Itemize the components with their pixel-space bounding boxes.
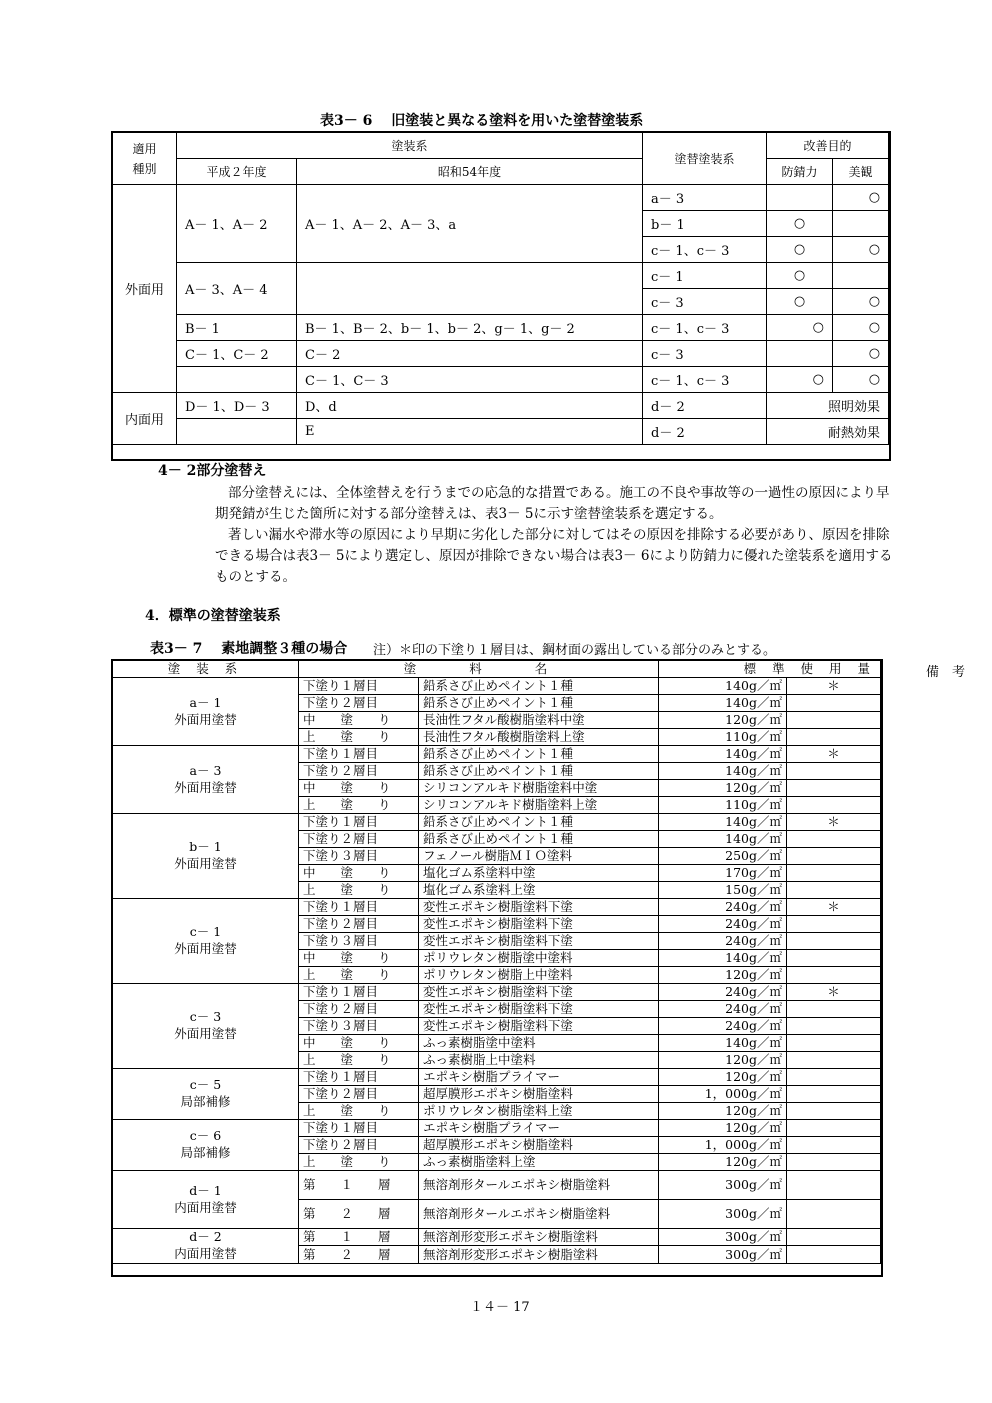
- amount: 120g／㎡: [659, 1103, 787, 1120]
- paint-name: 鉛系さび止めペイント１種: [419, 763, 659, 780]
- amount: 150g／㎡: [659, 882, 787, 899]
- circle-mark: ○: [767, 315, 833, 341]
- system-code: d－ 2: [189, 1229, 222, 1244]
- h-s54: 昭和54年度: [297, 159, 643, 185]
- amount: 110g／㎡: [659, 797, 787, 814]
- remark: [787, 780, 881, 797]
- group-cell: [113, 1229, 299, 1264]
- layer: 上 塗 り: [299, 1103, 419, 1120]
- system-use: 外面用塗替: [174, 1026, 237, 1041]
- system-code: c－ 3: [189, 1009, 222, 1025]
- h7-remark: 備 考: [926, 665, 966, 680]
- cell: E: [297, 419, 643, 445]
- layer: 下塗り２層目: [299, 1086, 419, 1103]
- amount: 140g／㎡: [659, 695, 787, 712]
- system-code: a－ 1: [189, 694, 222, 710]
- system-use: 外面用塗替: [174, 941, 237, 956]
- table-row: [113, 814, 881, 831]
- cell: a－ 3: [643, 185, 767, 211]
- group-outer: 外面用: [113, 185, 177, 393]
- paint-name: エポキシ樹脂プライマー: [419, 1069, 659, 1086]
- amount: 120g／㎡: [659, 712, 787, 729]
- h-beauty: 美観: [833, 159, 889, 185]
- remark: ＊: [787, 814, 881, 831]
- circle-mark: ○: [767, 263, 833, 289]
- system-code: c－ 5: [189, 1077, 222, 1093]
- h-rust: 防錆力: [767, 159, 833, 185]
- paint-name: 無溶剤形変形エポキシ樹脂塗料: [419, 1229, 659, 1246]
- amount: 120g／㎡: [659, 1069, 787, 1086]
- group-cell: [113, 1120, 299, 1171]
- layer: 下塗り１層目: [299, 1069, 419, 1086]
- layer: 中 塗 り: [299, 865, 419, 882]
- layer: 中 塗 り: [299, 1035, 419, 1052]
- layer: 下塗り１層目: [299, 984, 419, 1001]
- layer: 上 塗 り: [299, 797, 419, 814]
- paint-name: フェノール樹脂ＭＩＯ塗料: [419, 848, 659, 865]
- circle-mark: ○: [833, 341, 889, 367]
- system-use: 局部補修: [180, 1145, 231, 1160]
- remark: [787, 1137, 881, 1154]
- circle-mark: ○: [767, 211, 833, 237]
- layer: 下塗り３層目: [299, 848, 419, 865]
- paint-name: 超厚膜形エポキシ樹脂塗料: [419, 1086, 659, 1103]
- layer: 下塗り２層目: [299, 831, 419, 848]
- remark: [787, 1154, 881, 1171]
- amount: 170g／㎡: [659, 865, 787, 882]
- amount: 120g／㎡: [659, 1052, 787, 1069]
- paint-name: 鉛系さび止めペイント１種: [419, 678, 659, 695]
- cell: C－ 2: [297, 341, 643, 367]
- h7-amount: 標 準 使 用 量: [659, 661, 881, 678]
- layer: 上 塗 り: [299, 967, 419, 984]
- remark: [787, 1001, 881, 1018]
- system-use: 外面用塗替: [174, 856, 237, 871]
- h-system: 塗装系: [177, 133, 643, 159]
- remark: [787, 1086, 881, 1103]
- remark: [787, 1069, 881, 1086]
- paint-name: エポキシ樹脂プライマー: [419, 1120, 659, 1137]
- circle-mark: ○: [833, 289, 889, 315]
- paint-name: 鉛系さび止めペイント１種: [419, 746, 659, 763]
- layer: 下塗り２層目: [299, 916, 419, 933]
- layer: 下塗り３層目: [299, 1018, 419, 1035]
- amount: 300g／㎡: [659, 1171, 787, 1200]
- remark: [787, 916, 881, 933]
- remark: [787, 1052, 881, 1069]
- paint-name: 鉛系さび止めペイント１種: [419, 695, 659, 712]
- h7-system: 塗 装 系: [113, 661, 299, 678]
- remark: ＊: [787, 678, 881, 695]
- layer: 下塗り１層目: [299, 678, 419, 695]
- cell: c－ 1、c－ 3: [643, 367, 767, 393]
- system-use: 局部補修: [180, 1094, 231, 1109]
- system-code: b－ 1: [189, 839, 222, 855]
- system-code: c－ 6: [189, 1128, 222, 1144]
- remark: ＊: [787, 899, 881, 916]
- remark: [787, 712, 881, 729]
- cell: C－ 1、C－ 2: [177, 341, 297, 367]
- remark: [787, 763, 881, 780]
- amount: 300g／㎡: [659, 1229, 787, 1246]
- amount: 110g／㎡: [659, 729, 787, 746]
- page-number: １４－ 17: [470, 1300, 530, 1315]
- amount: 140g／㎡: [659, 763, 787, 780]
- cell: b－ 1: [643, 211, 767, 237]
- layer: 中 塗 り: [299, 712, 419, 729]
- cell: d－ 2: [643, 393, 767, 419]
- section-4-2-p1: 部分塗替えには、全体塗替えを行うまでの応急的な措置である。施工の不良や事故等の一過性の原因により早期発錆が生じた箇所に対する部分塗替えは、表3－ 5に示す塗替塗装系を選定する。: [215, 485, 890, 522]
- cell: A－ 3、A－ 4: [177, 263, 297, 315]
- amount: 240g／㎡: [659, 1018, 787, 1035]
- amount: 140g／㎡: [659, 950, 787, 967]
- paint-name: ふっ素樹脂上中塗料: [419, 1052, 659, 1069]
- cell: c－ 1、c－ 3: [643, 237, 767, 263]
- layer: 上 塗 り: [299, 729, 419, 746]
- group-cell: [113, 899, 299, 984]
- amount: 120g／㎡: [659, 780, 787, 797]
- amount: 240g／㎡: [659, 933, 787, 950]
- amount: 250g／㎡: [659, 848, 787, 865]
- paint-name: 塩化ゴム系塗料上塗: [419, 882, 659, 899]
- cell: B－ 1: [177, 315, 297, 341]
- circle-mark: ○: [833, 367, 889, 393]
- system-use: 内面用塗替: [174, 1199, 237, 1215]
- remark: [787, 967, 881, 984]
- cell: c－ 1: [643, 263, 767, 289]
- paint-name: ポリウレタン樹脂上中塗料: [419, 967, 659, 984]
- layer: 上 塗 り: [299, 882, 419, 899]
- amount: 120g／㎡: [659, 1154, 787, 1171]
- system-code: a－ 3: [189, 762, 222, 778]
- layer: 第 ２ 層: [299, 1246, 419, 1263]
- amount: 300g／㎡: [659, 1200, 787, 1229]
- table7-note: 注）＊印の下塗り１層目は、鋼材面の露出している部分のみとする。: [373, 643, 777, 658]
- amount: 240g／㎡: [659, 916, 787, 933]
- paint-name: ふっ素樹脂塗料上塗: [419, 1154, 659, 1171]
- cell: c－ 3: [643, 341, 767, 367]
- cell: A－ 1、A－ 2: [177, 185, 297, 263]
- system-use: 外面用塗替: [174, 711, 237, 727]
- section-4-2-heading: 4－ 2部分塗替え: [158, 463, 267, 479]
- table-row: [113, 899, 881, 916]
- layer: 下塗り２層目: [299, 695, 419, 712]
- circle-mark: ○: [833, 237, 889, 263]
- group-cell: [113, 984, 299, 1069]
- paint-name: 変性エポキシ樹脂塗料下塗: [419, 933, 659, 950]
- group-cell: [113, 1069, 299, 1120]
- amount: 1，000g／㎡: [659, 1137, 787, 1154]
- amount: 140g／㎡: [659, 1035, 787, 1052]
- table7-caption: 表3－ 7 素地調整３種の場合: [150, 641, 348, 657]
- amount: 120g／㎡: [659, 1120, 787, 1137]
- amount: 240g／㎡: [659, 899, 787, 916]
- remark: [787, 1246, 881, 1263]
- remark: [787, 933, 881, 950]
- table-row: [113, 678, 881, 695]
- paint-name: 変性エポキシ樹脂塗料下塗: [419, 899, 659, 916]
- layer: 上 塗 り: [299, 1154, 419, 1171]
- table-row: [113, 1069, 881, 1086]
- remark: [787, 1200, 881, 1229]
- amount: 300g／㎡: [659, 1246, 787, 1263]
- remark: [787, 865, 881, 882]
- remark: ＊: [787, 984, 881, 1001]
- layer: 下塗り３層目: [299, 933, 419, 950]
- paint-name: 無溶剤形変形エポキシ樹脂塗料: [419, 1246, 659, 1263]
- table-row: [113, 1120, 881, 1137]
- circle-mark: ○: [833, 185, 889, 211]
- circle-mark: ○: [767, 289, 833, 315]
- group-cell: [113, 814, 299, 899]
- cell: c－ 3: [643, 289, 767, 315]
- group-cell: [113, 1171, 299, 1229]
- cell: B－ 1、B－ 2、b－ 1、b－ 2、g－ 1、g－ 2: [297, 315, 643, 341]
- circle-mark: ○: [767, 237, 833, 263]
- remark: [787, 950, 881, 967]
- paint-name: ふっ素樹脂塗中塗料: [419, 1035, 659, 1052]
- paint-name: 鉛系さび止めペイント１種: [419, 831, 659, 848]
- group-inner: 内面用: [113, 393, 177, 445]
- paint-name: 長油性フタル酸樹脂塗料上塗: [419, 729, 659, 746]
- layer: 下塗り１層目: [299, 899, 419, 916]
- paint-name: ポリウレタン樹脂塗料上塗: [419, 1103, 659, 1120]
- paint-name: 無溶剤形タールエポキシ樹脂塗料: [419, 1200, 659, 1229]
- paint-name: 変性エポキシ樹脂塗料下塗: [419, 1018, 659, 1035]
- cell: 耐熱効果: [767, 419, 889, 445]
- remark: [787, 695, 881, 712]
- amount: 120g／㎡: [659, 967, 787, 984]
- amount: 140g／㎡: [659, 814, 787, 831]
- layer: 下塗り１層目: [299, 814, 419, 831]
- cell: c－ 1、c－ 3: [643, 315, 767, 341]
- cell: 照明効果: [767, 393, 889, 419]
- h-repaint: 塗替塗装系: [643, 133, 767, 185]
- layer: 中 塗 り: [299, 950, 419, 967]
- cell: A－ 1、A－ 2、A－ 3、a: [297, 185, 643, 263]
- paint-name: 無溶剤形タールエポキシ樹脂塗料: [419, 1171, 659, 1200]
- table-row: [113, 1171, 881, 1200]
- amount: 140g／㎡: [659, 678, 787, 695]
- paint-name: シリコンアルキド樹脂塗料中塗: [419, 780, 659, 797]
- layer: 第 １ 層: [299, 1229, 419, 1246]
- section-4-2-p2: 著しい漏水や滞水等の原因により早期に劣化した部分に対してはその原因を排除する必要があり、原因を排除できる場合は表3－ 5により選定し、原因が排除できない場合は表3－ 6により防錆力に優れた塗装系を適用するものとする。: [215, 527, 893, 585]
- circle-mark: ○: [833, 315, 889, 341]
- paint-name: 超厚膜形エポキシ樹脂塗料: [419, 1137, 659, 1154]
- circle-mark: ○: [767, 367, 833, 393]
- h-type: 適用 種別: [113, 133, 177, 185]
- system-use: 外面用塗替: [174, 779, 237, 795]
- cell: C－ 1、C－ 3: [297, 367, 643, 393]
- remark: [787, 1035, 881, 1052]
- system-code: c－ 1: [189, 924, 222, 940]
- table-row: [113, 984, 881, 1001]
- table-row: [113, 1229, 881, 1246]
- section-4-heading: 4．標準の塗替塗装系: [145, 608, 281, 624]
- layer: 中 塗 り: [299, 780, 419, 797]
- amount: 1，000g／㎡: [659, 1086, 787, 1103]
- layer: 上 塗 り: [299, 1052, 419, 1069]
- paint-name: 塩化ゴム系塗料中塗: [419, 865, 659, 882]
- h-h2: 平成２年度: [177, 159, 297, 185]
- layer: 第 １ 層: [299, 1171, 419, 1200]
- remark: [787, 1120, 881, 1137]
- remark: [787, 848, 881, 865]
- layer: 下塗り１層目: [299, 746, 419, 763]
- table-row: [113, 746, 881, 763]
- remark: [787, 797, 881, 814]
- table6-caption: 表3－ 6 旧塗装と異なる塗料を用いた塗替塗装系: [320, 113, 644, 129]
- system-code: d－ 1: [189, 1182, 222, 1198]
- remark: [787, 729, 881, 746]
- remark: [787, 1018, 881, 1035]
- cell: d－ 2: [643, 419, 767, 445]
- paint-name: 変性エポキシ樹脂塗料下塗: [419, 916, 659, 933]
- remark: [787, 1229, 881, 1246]
- layer: 下塗り２層目: [299, 1137, 419, 1154]
- remark: [787, 882, 881, 899]
- paint-name: ポリウレタン樹脂塗中塗料: [419, 950, 659, 967]
- layer: 下塗り１層目: [299, 1120, 419, 1137]
- remark: [787, 831, 881, 848]
- group-cell: [113, 746, 299, 814]
- remark: [787, 1171, 881, 1200]
- layer: 下塗り２層目: [299, 763, 419, 780]
- amount: 240g／㎡: [659, 984, 787, 1001]
- paint-name: 変性エポキシ樹脂塗料下塗: [419, 984, 659, 1001]
- paint-name: 変性エポキシ樹脂塗料下塗: [419, 1001, 659, 1018]
- table-3-7: [112, 660, 881, 1264]
- amount: 240g／㎡: [659, 1001, 787, 1018]
- h-purpose: 改善目的: [767, 133, 889, 159]
- amount: 140g／㎡: [659, 746, 787, 763]
- paint-name: 鉛系さび止めペイント１種: [419, 814, 659, 831]
- paint-name: 長油性フタル酸樹脂塗料中塗: [419, 712, 659, 729]
- h7-paint: 塗 料 名: [299, 661, 659, 678]
- group-cell: [113, 678, 299, 746]
- remark: ＊: [787, 746, 881, 763]
- cell: D、d: [297, 393, 643, 419]
- remark: [787, 1103, 881, 1120]
- paint-name: シリコンアルキド樹脂塗料上塗: [419, 797, 659, 814]
- amount: 140g／㎡: [659, 831, 787, 848]
- system-use: 内面用塗替: [174, 1245, 237, 1261]
- cell: D－ 1、D－ 3: [177, 393, 297, 419]
- layer: 下塗り２層目: [299, 1001, 419, 1018]
- table-3-6: [112, 132, 889, 445]
- layer: 第 ２ 層: [299, 1200, 419, 1229]
